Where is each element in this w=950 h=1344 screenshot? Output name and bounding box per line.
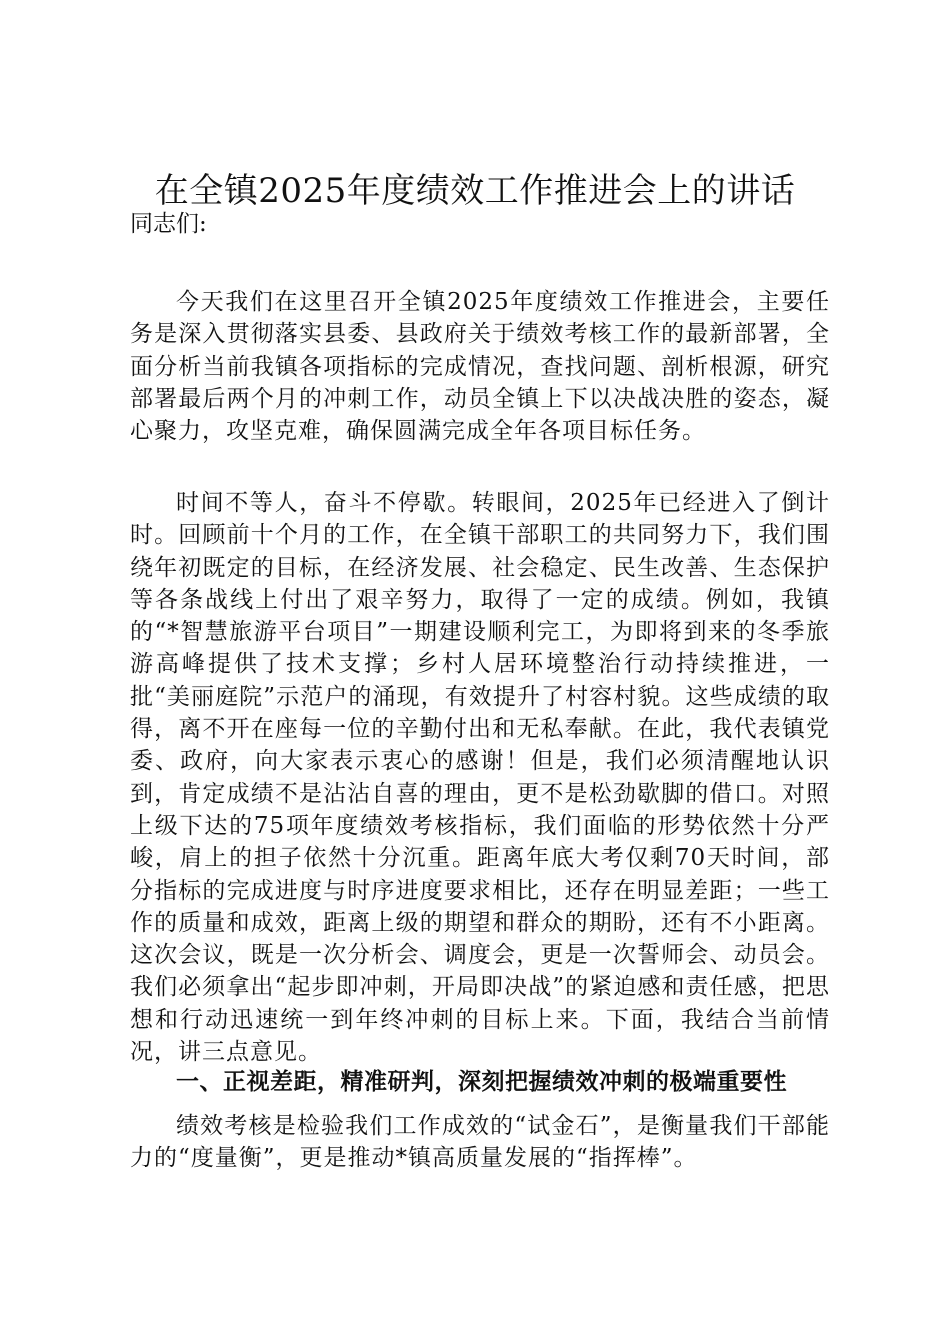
document-title: 在全镇2025年度绩效工作推进会上的讲话 [154, 171, 796, 211]
section-heading-1: 一、正视差距，精准研判，深刻把握绩效冲刺的极端重要性 [176, 1069, 787, 1095]
body-paragraph-section-1: 绩效考核是检验我们工作成效的“试金石”，是衡量我们干部能力的“度量衡”，更是推动*镇高质量发展的“指挥棒”。 [130, 1113, 830, 1172]
salutation: 同志们: [130, 211, 207, 237]
body-paragraph-intro: 今天我们在这里召开全镇2025年度绩效工作推进会，主要任务是深入贯彻落实县委、县政府关于绩效考核工作的最新部署，全面分析当前我镇各项指标的完成情况，查找问题、剖析根源，研究部署最后两个月的冲刺工作，动员全镇上下以决战决胜的姿态，凝心聚力，攻坚克难，确保圆满完成全年各项目标任务。 [130, 289, 830, 445]
body-paragraph-review: 时间不等人，奋斗不停歇。转眼间，2025年已经进入了倒计时。回顾前十个月的工作，在全镇干部职工的共同努力下，我们围绕年初既定的目标，在经济发展、社会稳定、民生改善、生态保护等各条战线上付出了艰辛努力，取得了一定的成绩。例如，我镇的“*智慧旅游平台项目”一期建设顺利完工，为即将到来的冬季旅游高峰提供了技术支撑；乡村人居环境整治行动持续推进，一批“美丽庭院”示范户的涌现，有效提升了村容村貌。这些成绩的取得，离不开在座每一位的辛勤付出和无私奉献。在此，我代表镇党委、政府，向大家表示衷心的感谢！但是，我们必须清醒地认识到，肯定成绩不是沾沾自喜的理由，更不是松劲歇脚的借口。对照上级下达的75项年度绩效考核指标，我们面临的形势依然十分严峻，肩上的担子依然十分沉重。距离年底大考仅剩70天时间，部分指标的完成进度与时序进度要求相比，还存在明显差距；一些工作的质量和成效，距离上级的期望和群众的期盼，还有不小距离。这次会议，既是一次分析会、调度会，更是一次誓师会、动员会。我们必须拿出“起步即冲刺，开局即决战”的紧迫感和责任感，把思想和行动迅速统一到年终冲刺的目标上来。下面，我结合当前情况，讲三点意见。 [130, 490, 830, 1066]
